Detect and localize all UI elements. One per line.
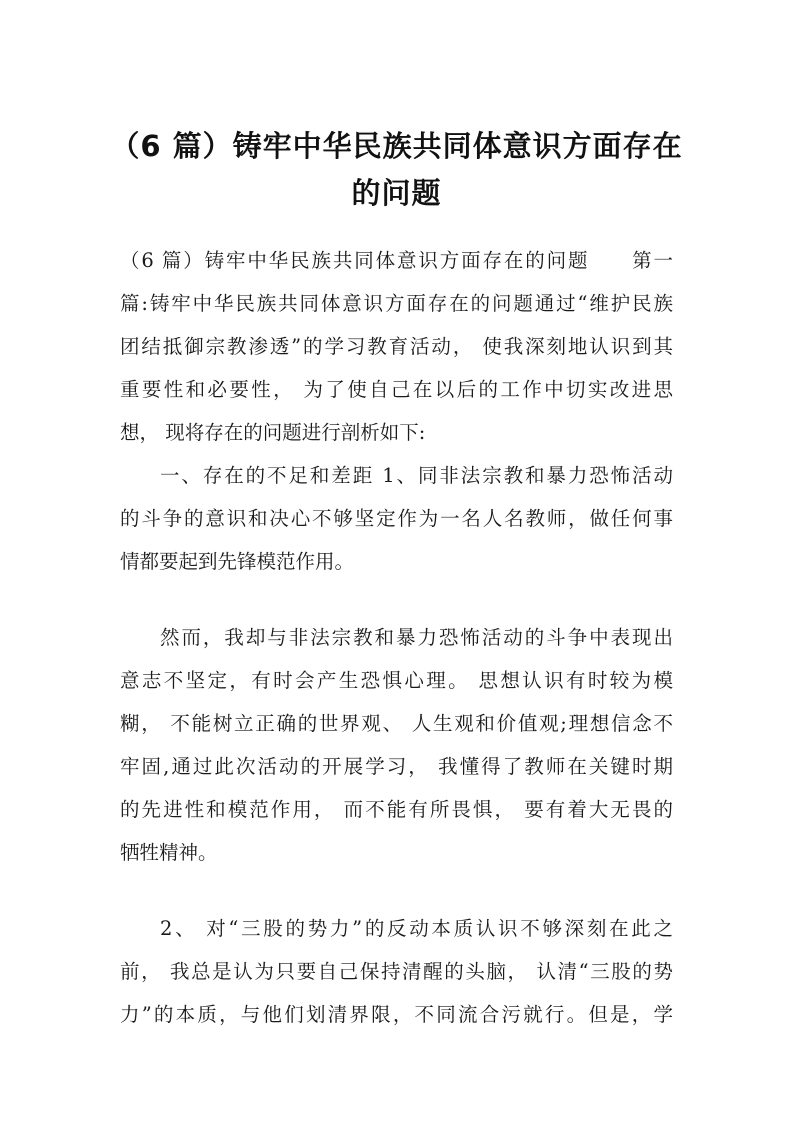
paragraph-3-line-4: 牢固,通过此次活动的开展学习， 我懂得了教师在关键时期 [120, 755, 673, 778]
paragraph-1-line-2: 篇:铸牢中华民族共同体意识方面存在的问题通过“维护民族 [120, 292, 673, 315]
paragraph-1-line-3: 团结抵御宗教渗透”的学习教育活动， 使我深刻地认识到其 [120, 335, 673, 358]
paragraph-3-line-2: 意志不坚定，有时会产生恐惧心理。 思想认识有时较为模 [120, 669, 673, 692]
paragraph-3-line-1: 然而，我却与非法宗教和暴力恐怖活动的斗争中表现出 [160, 626, 673, 649]
paragraph-3-line-5: 的先进性和模范作用， 而不能有所畏惧， 要有着大无畏的 [120, 798, 673, 821]
document-title-line-1: （6 篇）铸牢中华民族共同体意识方面存在 [110, 129, 683, 163]
paragraph-1-line-1: （6 篇）铸牢中华民族共同体意识方面存在的问题 第一 [120, 249, 673, 272]
paragraph-1-line-5: 想， 现将存在的问题进行剖析如下: [120, 421, 426, 444]
paragraph-1-line-4: 重要性和必要性， 为了使自己在以后的工作中切实改进思 [120, 378, 673, 401]
paragraph-2-line-1: 一、存在的不足和差距 1、同非法宗教和暴力恐怖活动 [160, 464, 673, 487]
paragraph-2-line-3: 情都要起到先锋模范作用。 [120, 550, 355, 573]
document-title-line-2: 的问题 [351, 176, 442, 210]
paragraph-4-line-2: 前， 我总是认为只要自己保持清醒的头脑， 认清“三股的势 [120, 960, 673, 983]
paragraph-4-line-3: 力”的本质，与他们划清界限，不同流合污就行。但是，学 [120, 1003, 673, 1026]
paragraph-3-line-3: 糊， 不能树立正确的世界观、 人生观和价值观;理想信念不 [120, 712, 673, 735]
paragraph-3-line-6: 牺牲精神。 [120, 841, 218, 864]
paragraph-2-line-2: 的斗争的意识和决心不够坚定作为一名人名教师，做任何事 [120, 507, 673, 530]
paragraph-4-line-1: 2、 对“三股的势力”的反动本质认识不够深刻在此之 [160, 917, 673, 940]
